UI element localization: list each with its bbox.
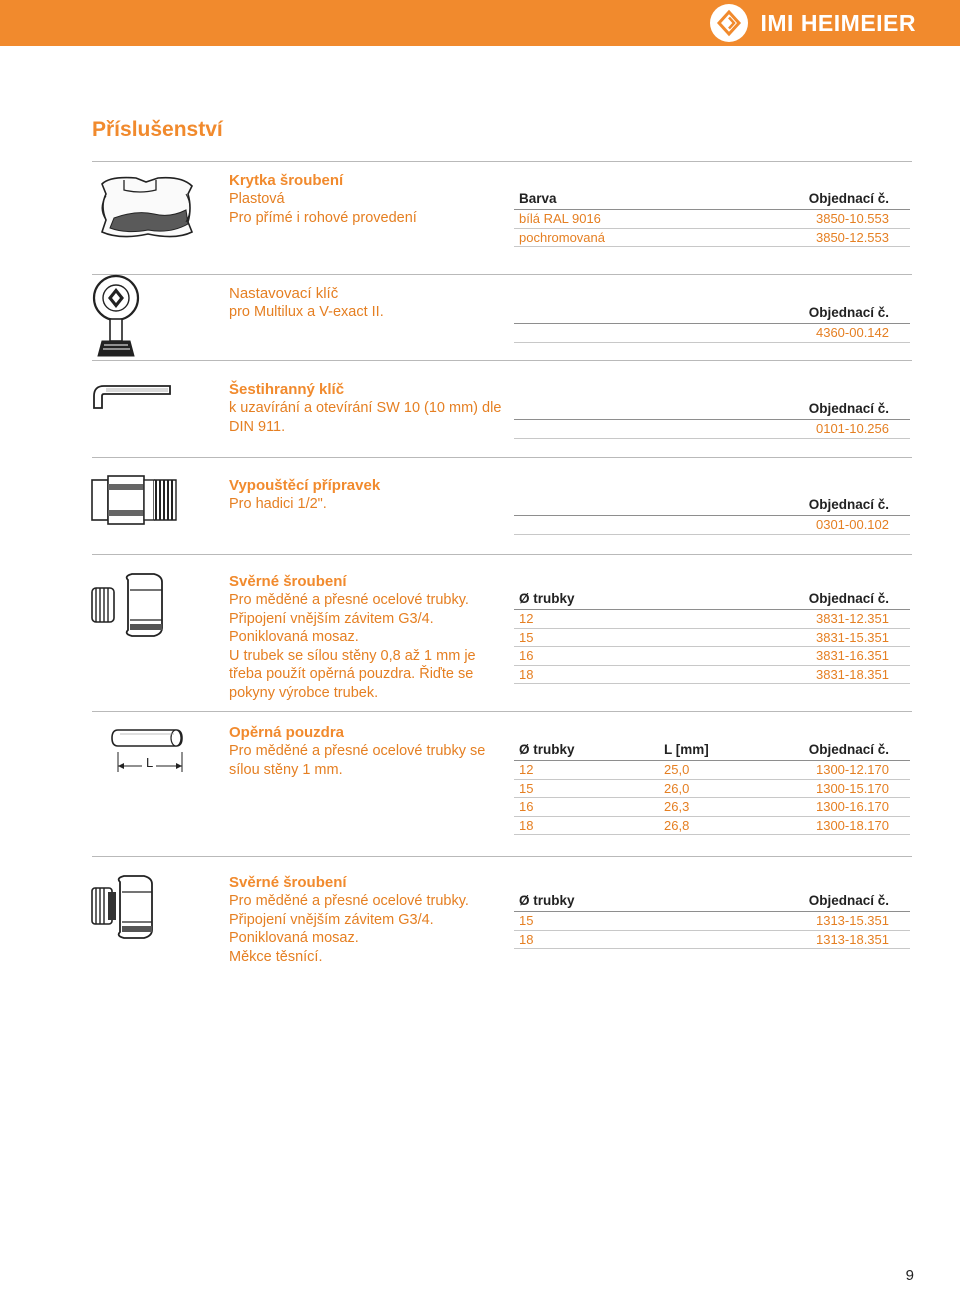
cell-length: 25,0	[664, 762, 690, 777]
item-description-line: třeba použít opěrná pouzdra. Řiďte se	[229, 666, 474, 682]
cell-pipe-diameter: 12	[519, 611, 534, 626]
col-header-order-no: Objednací č.	[808, 305, 889, 320]
cell-order-no: 0101-10.256	[815, 421, 889, 436]
cell-order-no: 1313-15.351	[815, 913, 889, 928]
section-divider	[92, 711, 912, 712]
item-description-line: pro Multilux a V-exact II.	[229, 304, 384, 320]
cell-order-no: 1300-18.170	[815, 817, 889, 833]
table-row	[514, 647, 910, 666]
order-table	[514, 190, 910, 247]
order-table	[514, 304, 910, 343]
item-description-line: U trubek se sílou stěny 0,8 až 1 mm je	[229, 647, 476, 664]
cell-order-no: 1300-16.170	[815, 799, 889, 814]
col-header-order-no: Objednací č.	[808, 742, 889, 757]
table-row	[514, 912, 910, 931]
order-table	[514, 892, 910, 949]
compression-fitting-icon	[88, 572, 172, 643]
cell-length: 26,0	[664, 780, 690, 796]
item-description-line: sílou stěny 1 mm.	[229, 761, 343, 778]
cell-color: pochromovaná	[519, 229, 605, 245]
item-description-line: Poniklovaná mosaz.	[229, 629, 359, 645]
brand-logo	[710, 4, 916, 42]
imi-diamond-icon	[710, 4, 748, 42]
item-description-line: Plastová	[229, 191, 285, 207]
cell-pipe-diameter: 12	[519, 762, 534, 777]
cell-length: 26,3	[664, 799, 690, 814]
cell-order-no: 1313-18.351	[815, 931, 889, 947]
table-row	[514, 210, 910, 229]
cell-pipe-diameter: 15	[519, 913, 534, 928]
col-header-order-no: Objednací č.	[808, 893, 889, 908]
table-row	[514, 629, 910, 648]
table-row	[514, 798, 910, 817]
item-title: Svěrné šroubení	[229, 874, 347, 891]
cell-order-no: 1300-12.170	[815, 762, 889, 777]
col-header-color: Barva	[519, 191, 557, 206]
table-row	[514, 229, 910, 248]
cell-order-no: 3850-12.553	[815, 229, 889, 245]
section-divider	[92, 856, 912, 857]
table-row	[514, 817, 910, 836]
cell-order-no: 1300-15.170	[815, 780, 889, 796]
col-header-order-no: Objednací č.	[808, 191, 889, 206]
col-header-order-no: Objednací č.	[808, 401, 889, 416]
order-table	[514, 741, 910, 835]
table-row	[514, 610, 910, 629]
cap-cover-icon	[90, 172, 202, 247]
setting-key-icon	[90, 270, 146, 367]
order-table	[514, 590, 910, 684]
item-title: Vypouštěcí přípravek	[229, 477, 381, 494]
item-description-line: Pro měděné a přesné ocelové trubky.	[229, 893, 469, 909]
cell-pipe-diameter: 18	[519, 817, 534, 833]
col-header-pipe-diameter: Ø trubky	[519, 591, 575, 606]
col-header-length: L [mm]	[664, 742, 709, 757]
col-header-pipe-diameter: Ø trubky	[519, 893, 575, 908]
cell-order-no: 0301-00.102	[815, 517, 889, 532]
cell-pipe-diameter: 16	[519, 648, 534, 663]
page-number: 9	[905, 1267, 914, 1284]
item-description-line: Pro přímé i rohové provedení	[229, 209, 417, 226]
item-description-line: Měkce těsnící.	[229, 948, 323, 965]
col-header-pipe-diameter: Ø trubky	[519, 742, 575, 757]
cell-pipe-diameter: 18	[519, 666, 534, 682]
cell-color: bílá RAL 9016	[519, 211, 601, 226]
item-description-line: DIN 911.	[229, 418, 286, 435]
cell-order-no: 3831-16.351	[815, 648, 889, 663]
table-header	[514, 496, 910, 516]
item-title: Šestihranný klíč	[229, 381, 345, 398]
cell-pipe-diameter: 15	[519, 780, 534, 796]
item-description-line: Pro hadici 1/2".	[229, 496, 327, 512]
hex-key-icon	[90, 380, 174, 417]
order-table	[514, 496, 910, 535]
item-description-line: Pro měděné a přesné ocelové trubky.	[229, 592, 469, 608]
table-header	[514, 892, 910, 912]
page-title: Příslušenství	[92, 118, 223, 141]
col-header-order-no: Objednací č.	[808, 497, 889, 512]
table-row	[514, 516, 910, 535]
table-row	[514, 324, 910, 343]
table-header	[514, 741, 910, 761]
section-divider	[92, 161, 912, 162]
item-description-line: Poniklovaná mosaz.	[229, 930, 359, 946]
item-title: Opěrná pouzdra	[229, 724, 345, 741]
brand-header-bar	[0, 0, 960, 46]
support-sleeve-icon	[106, 724, 192, 779]
drain-fitting-icon	[90, 474, 180, 531]
item-title: Nastavovací klíč	[229, 285, 339, 302]
cell-order-no: 4360-00.142	[815, 325, 889, 340]
dimension-label-l: L	[146, 755, 154, 770]
item-description-line: Připojení vnějším závitem G3/4.	[229, 911, 434, 928]
cell-order-no: 3831-15.351	[815, 629, 889, 645]
section-divider	[92, 457, 912, 458]
item-title: Krytka šroubení	[229, 172, 344, 189]
section-divider	[92, 360, 912, 361]
table-row	[514, 761, 910, 780]
table-row	[514, 666, 910, 685]
item-description-line: pokyny výrobce trubek.	[229, 684, 379, 701]
item-title: Svěrné šroubení	[229, 573, 347, 590]
cell-length: 26,8	[664, 817, 690, 833]
item-description-line: k uzavírání a otevírání SW 10 (10 mm) dle	[229, 400, 502, 416]
cell-pipe-diameter: 15	[519, 629, 534, 645]
cell-order-no: 3831-12.351	[815, 611, 889, 626]
soft-seal-fitting-icon	[86, 874, 162, 945]
cell-pipe-diameter: 16	[519, 799, 534, 814]
table-row	[514, 780, 910, 799]
order-table	[514, 400, 910, 439]
item-description-line: Pro měděné a přesné ocelové trubky se	[229, 743, 486, 759]
table-header	[514, 590, 910, 610]
cell-order-no: 3850-10.553	[815, 211, 889, 226]
table-row	[514, 420, 910, 439]
item-description-line: Připojení vnějším závitem G3/4.	[229, 610, 434, 627]
table-row	[514, 931, 910, 950]
section-divider	[92, 554, 912, 555]
table-header	[514, 304, 910, 324]
col-header-order-no: Objednací č.	[808, 591, 889, 606]
table-header	[514, 190, 910, 210]
brand-name: IMI HEIMEIER	[760, 9, 916, 36]
section-divider	[92, 274, 912, 275]
cell-order-no: 3831-18.351	[815, 666, 889, 682]
table-header	[514, 400, 910, 420]
cell-pipe-diameter: 18	[519, 931, 534, 947]
